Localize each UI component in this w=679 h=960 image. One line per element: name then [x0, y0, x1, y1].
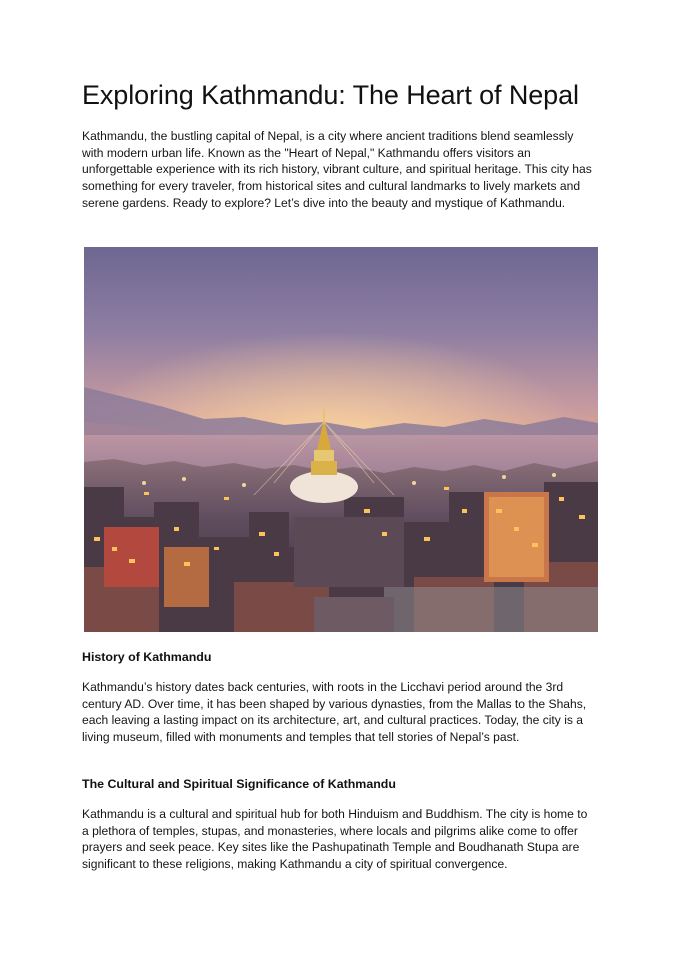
kathmandu-skyline-photo	[84, 247, 598, 632]
intro-paragraph: Kathmandu, the bustling capital of Nepal, is a city where ancient traditions blend seamlessly with modern urban life. Known as the "Heart of Nepal," Kathmandu offers visitors an unforgettable experience with its rich history, vibrant culture, and spiritual heritage. This city has something for every traveler, from historical sites and cultural landmarks to lively markets and serene gardens. Ready to explore? Let’s dive into the beauty and mystique of Kathmandu.	[82, 129, 592, 210]
section-heading-history: History of Kathmandu	[82, 650, 212, 664]
section-body-culture: Kathmandu is a cultural and spiritual hub for both Hinduism and Buddhism. The city is home to a plethora of temples, stupas, and monasteries, where locals and pilgrims alike come to offer prayers and seek peace. Key sites like the Pashupatinath Temple and Boudhanath Stupa are significant to these religions, making Kathmandu a city of spiritual convergence.	[82, 807, 588, 872]
page-title: Exploring Kathmandu: The Heart of Nepal	[82, 80, 579, 110]
section-heading-culture: The Cultural and Spiritual Significance of Kathmandu	[82, 777, 396, 791]
section-body-history: Kathmandu’s history dates back centuries, with roots in the Licchavi period around the 3rd century AD. Over time, it has been shaped by various dynasties, from the Mallas to the Shahs, each leaving a lasting impact on its architecture, art, and cultural practices. Today, the city is a living museum, filled with monuments and temples that tell stories of Nepal’s past.	[82, 680, 587, 745]
